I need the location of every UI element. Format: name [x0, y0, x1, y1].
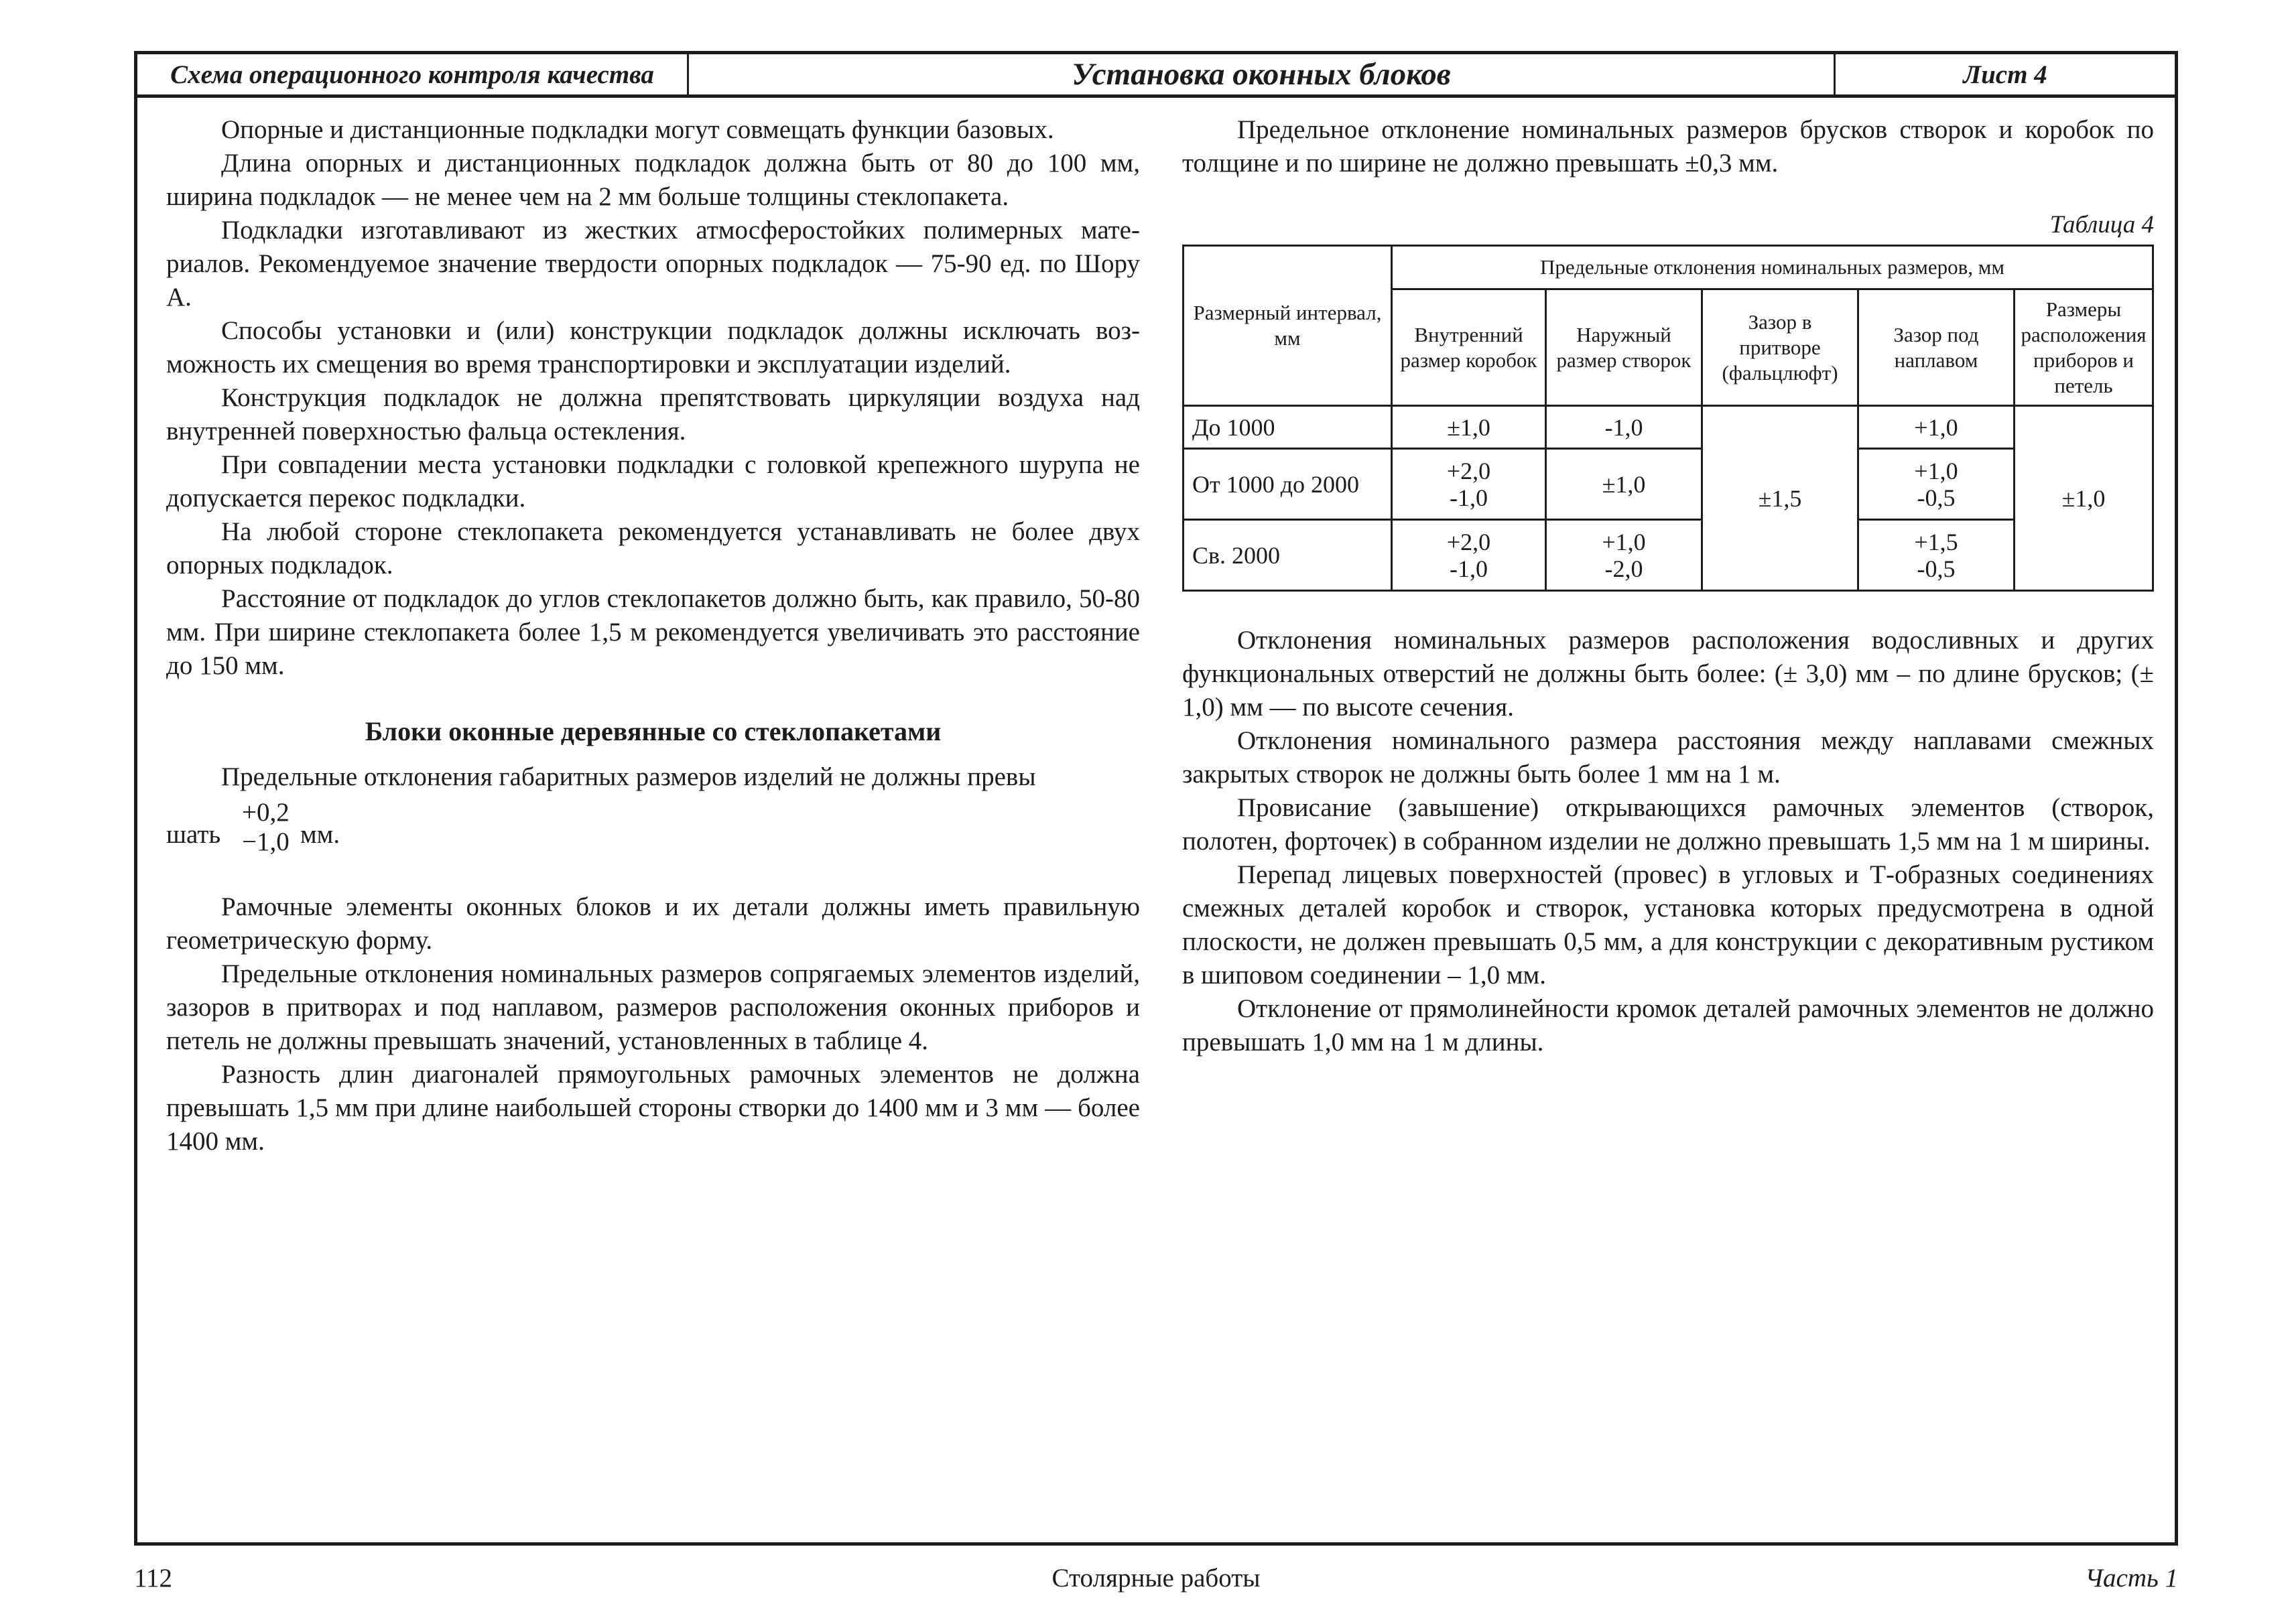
paragraph: Способы установки и (или) конструкции подкладок должны исключать возможность их смещения во время транспортировки и эксплуатации изделий.	[166, 316, 1140, 379]
page-number: 112	[134, 1564, 173, 1593]
table-cell-inner: +2,0 -1,0	[1392, 449, 1546, 520]
table-caption: Таблица 4	[2049, 211, 2154, 239]
table-row	[1184, 520, 2153, 591]
paragraph: Отклонения номинального размера расстояния между наплавами смежных закрытых створок не должны быть более 1 мм на 1 м.	[1182, 726, 2154, 789]
table-header-rebate: Зазор в притворе (фальцлюфт)	[1702, 289, 1858, 406]
right-column	[1182, 113, 2154, 1059]
left-column	[166, 113, 1140, 1158]
table-cell-inner: ±1,0	[1392, 406, 1546, 449]
paragraph-continuation: шать	[166, 820, 221, 849]
table-cell-inner: +2,0 -1,0	[1392, 520, 1546, 591]
header-scheme-label: Схема операционного контроля качества	[137, 54, 689, 94]
tolerance-lower: −1,0	[242, 827, 290, 856]
table-cell-hardware: ±1,0	[2015, 406, 2153, 591]
table-cell-underlap: +1,0 -0,5	[1858, 449, 2015, 520]
paragraph: Расстояние от подкладок до углов стеклопакетов должно быть, как правило, 50-80 мм. При ширине стеклопакета более 1,5 м рекомендуется увеличивать это расстояние до 150 мм.	[166, 584, 1140, 680]
table-cell-range: Св. 2000	[1184, 520, 1392, 591]
paragraph: Отклонения номинальных размеров расположения водосливных и других функциональных отверстий не должны быть более: (± 3,0) мм – по длине брусков; (± 1,0) мм — по высоте сечения.	[1182, 626, 2154, 722]
tolerance-fraction-line	[166, 798, 1140, 868]
header-title: Установка оконных блоков	[689, 54, 1836, 94]
table-cell-rebate: ±1,5	[1702, 406, 1858, 591]
part-label: Часть 1	[2085, 1564, 2178, 1593]
table-header-outer: Наружный размер створок	[1546, 289, 1702, 406]
paragraph: Разность длин диагоналей прямоугольных рамочных элементов не должна превышать 1,5 мм при длине наибольшей стороны створки до 1400 мм и 3 мм — более 1400 мм.	[166, 1060, 1140, 1156]
paragraph: При совпадении места установки подкладки с головкой крепежного шурупа не допускается перекос подкладки.	[166, 450, 1140, 513]
table-cell-outer: -1,0	[1546, 406, 1702, 449]
paragraph: Перепад лицевых поверхностей (провес) в угловых и Т-образных соединениях смежных деталей коробок и створок, установка которых предусмотрена в одной плоскости, не должен превышать 0,5 мм, а для конструкции с декоративным рустиком в шиповом соединении – 1,0 мм.	[1182, 860, 2154, 990]
paragraph: Отклонение от прямолинейности кромок деталей рамочных элементов не должно превышать 1,0 мм на 1 м длины.	[1182, 994, 2154, 1057]
table-cell-outer: ±1,0	[1546, 449, 1702, 520]
paragraph: Предельные отклонения габаритных размеров изделий не должны превы	[221, 762, 1036, 791]
table-cell-range: От 1000 до 2000	[1184, 449, 1392, 520]
table-header-hardware: Размеры расположения приборов и петель	[2015, 289, 2153, 406]
table-cell-range: До 1000	[1184, 406, 1392, 449]
paragraph: Длина опорных и дистанционных подкладок должна быть от 80 до 100 мм, ширина подкладок — не менее чем на 2 мм больше толщины стеклопакета.	[166, 149, 1140, 211]
paragraph: Провисание (завышение) открывающихся рамочных элементов (створок, полотен, форточек) в собранном изделии не должно превышать 1,5 мм на 1 м ширины.	[1182, 793, 2154, 856]
paragraph: Подкладки изготавливают из жестких атмосферостойких полимерных материалов. Рекомендуемое значение твердости опорных подкладок — 75-90 ед. по Шору А.	[166, 216, 1140, 312]
paragraph: Конструкция подкладок не должна препятствовать циркуляции воздуха над внутренней поверхностью фальца остекления.	[166, 383, 1140, 446]
table-header-underlap: Зазор под наплавом	[1858, 289, 2015, 406]
table-row	[1184, 406, 2153, 449]
tolerance-upper: +0,2	[242, 798, 290, 827]
header-sheet-number: Лист 4	[1963, 60, 2047, 89]
page-footer	[134, 1563, 2178, 1597]
table-cell-outer: +1,0 -2,0	[1546, 520, 1702, 591]
table-row	[1184, 449, 2153, 520]
page-frame	[134, 94, 2178, 1546]
paragraph: На любой стороне стеклопакета рекомендуется устанавливать не более двух опорных подкладок.	[166, 517, 1140, 580]
table-header-range: Размерный интервал, мм	[1184, 246, 1392, 406]
table-header-inner: Внутренний размер коробок	[1392, 289, 1546, 406]
table-header-group: Предельные отклонения номинальных размеров, мм	[1392, 246, 2153, 289]
paragraph: Рамочные элементы оконных блоков и их детали должны иметь правильную геометрическую форму.	[166, 892, 1140, 955]
tolerance-table	[1182, 245, 2154, 592]
tolerance-unit: мм.	[300, 820, 340, 849]
paragraph: Предельное отклонение номинальных размеров брусков створок и коробок по толщине и по ширине не должно превышать ±0,3 мм.	[1182, 115, 2154, 178]
section-heading: Блоки оконные деревянные со стеклопакетами	[365, 716, 942, 746]
header-strip	[134, 51, 2178, 98]
paragraph: Опорные и дистанционные подкладки могут совмещать функции базовых.	[221, 115, 1054, 144]
table-cell-underlap: +1,5 -0,5	[1858, 520, 2015, 591]
tolerance-fraction	[242, 798, 290, 857]
table-cell-underlap: +1,0	[1858, 406, 2015, 449]
paragraph: Предельные отклонения номинальных размеров сопрягаемых элементов изделий, зазоров в притворах и под наплавом, размеров расположения оконных приборов и петель не должны превышать значений, установленных в таблице 4.	[166, 959, 1140, 1055]
book-title: Столярные работы	[1051, 1564, 1261, 1593]
